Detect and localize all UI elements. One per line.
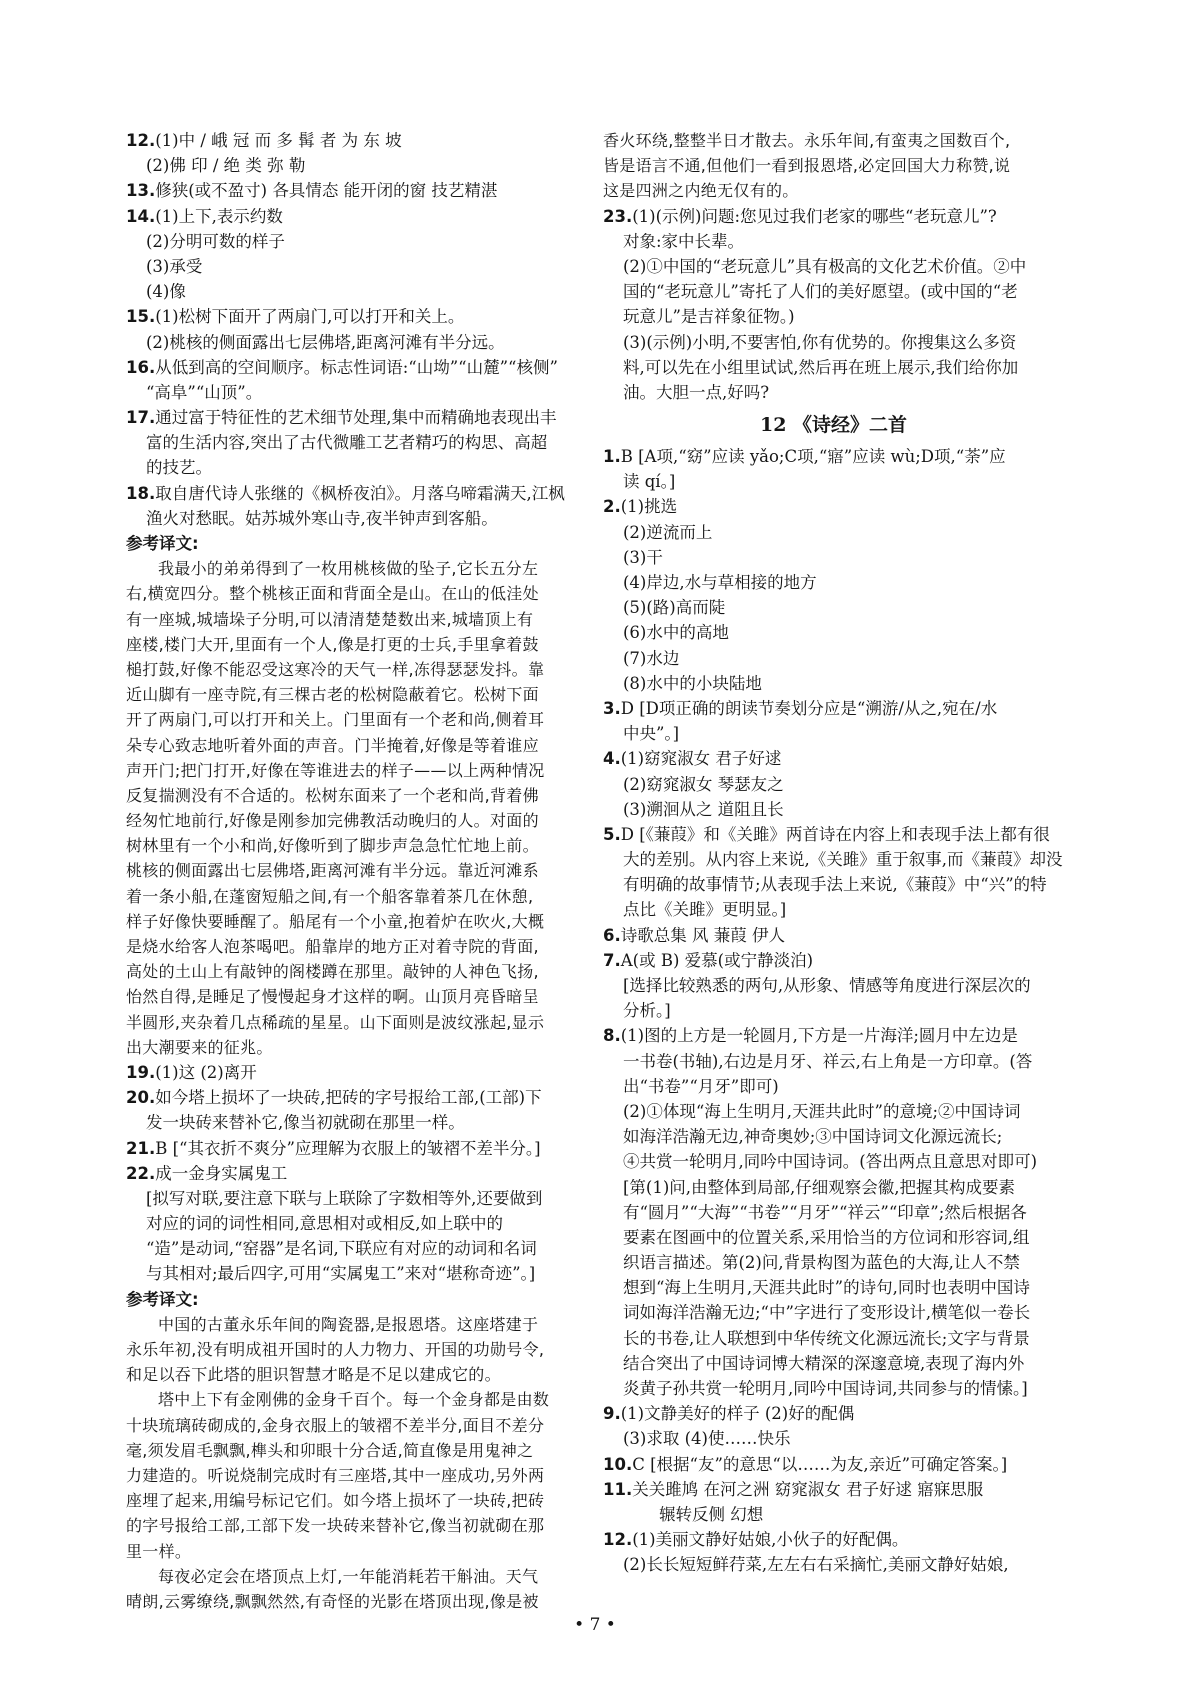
answer-item: [603, 444, 1064, 469]
answer-line: 出“书卷”“月牙”即可): [623, 1076, 779, 1096]
answer-line: (2)逆流而上: [623, 522, 713, 542]
answer-line: 分析。]: [623, 1001, 671, 1021]
answer-line: 炎黄子孙共赏一轮明月,同吟中国诗词,共同参与的情愫。]: [623, 1379, 1028, 1398]
translation-line: 皆是语言不通,但他们一看到报恩塔,必定回国大力称赞,说: [603, 156, 1011, 176]
answer-line: 玩意儿”是吉祥象征物。): [623, 307, 795, 327]
translation-line: 右,横宽四分。整个桃核正面和背面全是山。在山的低洼处: [126, 584, 539, 604]
answer-line: 词如海洋浩瀚无边;“中”字进行了变形设计,横笔似一卷长: [623, 1303, 1031, 1323]
item-number: 5.: [603, 824, 621, 844]
answer-item: [603, 494, 1064, 519]
answer-item: [126, 1161, 588, 1186]
translation-paragraph: 中国的古董永乐年间的陶瓷器,是报恩塔。这座塔建于: [158, 1314, 539, 1334]
answer-line: 要素在图画中的位置关系,采用恰当的方位词和形容词,组: [623, 1227, 1030, 1247]
answer-item: [603, 746, 1064, 771]
item-text: 从低到高的空间顺序。标志性词语:“山坳”“山麓”“核侧”: [155, 357, 558, 377]
translation-paragraph: 我最小的弟弟得到了一枚用桃核做的坠子,它长五分左: [158, 559, 539, 579]
translation-line: 是烧水给客人泡茶喝吧。船靠岸的地方正对着寺院的背面,: [126, 937, 539, 956]
answer-line: 如海洋浩瀚无边,神奇奥妙;③中国诗词文化源远流长;: [623, 1127, 1003, 1147]
item-text: B [A项,“窈”应读 yǎo;C项,“寤”应读 wù;D项,“荼”应: [620, 447, 1006, 467]
item-text: (1)这 (2)离开: [155, 1062, 257, 1082]
answer-line: (5)(路)高而陡: [623, 598, 726, 618]
translation-line: 和足以吞下此塔的胆识智慧才略是不足以建成它的。: [126, 1365, 501, 1385]
answer-item: [126, 304, 588, 329]
answer-line: (8)水中的小块陆地: [623, 673, 762, 693]
answer-line: 有“圆月”“大海”“书卷”“月牙”“祥云”“印章”;然后根据各: [623, 1202, 1027, 1222]
answer-line: (7)水边: [623, 648, 680, 668]
item-text: (1)(示例)问题:您见过我们老家的哪些“老玩意儿”?: [632, 206, 997, 226]
translation-line: 的字号报给工部,工部下发一块砖来替补它,像当初就砌在那: [126, 1516, 545, 1536]
item-text: A(或 B) 爱慕(或宁静淡泊): [620, 950, 814, 970]
item-text: 通过富于特征性的艺术细节处理,集中而精确地表现出丰: [155, 408, 557, 428]
answer-line: 对应的词的词性相同,意思相对或相反,如上联中的: [146, 1214, 503, 1234]
item-number: 11.: [603, 1479, 633, 1499]
item-text: (1)图的上方是一轮圆月,下方是一片海洋;圆月中左边是: [620, 1026, 1018, 1046]
answer-line: 长的书卷,让人联想到中华传统文化源远流长;文字与背景: [623, 1328, 1030, 1348]
item-number: 15.: [126, 307, 156, 327]
answer-item: [126, 1136, 588, 1161]
right-column: [603, 128, 1064, 1578]
answer-line: (4)像: [146, 282, 186, 302]
answer-line: 的技艺。: [146, 458, 212, 478]
translation-line: 经匆忙地前行,好像是刚参加完佛教活动晚归的人。对面的: [126, 811, 539, 831]
answer-line: 与其相对;最后四字,可用“实属鬼工”来对“堪称奇迹”。]: [146, 1264, 536, 1284]
answer-line: (3)(示例)小明,不要害怕,你有优势的。你搜集这么多资: [623, 332, 1017, 352]
item-number: 8.: [603, 1026, 621, 1046]
answer-item: [603, 696, 1064, 721]
item-number: 14.: [126, 206, 156, 226]
answer-item: [126, 1085, 588, 1110]
translation-line: 怡然自得,是睡足了慢慢起身才这样的啊。山顶月亮昏暗呈: [126, 987, 539, 1007]
answer-line: (3)承受: [146, 256, 203, 276]
answer-item: [603, 923, 1064, 948]
left-column: [126, 128, 588, 1614]
item-number: 20.: [126, 1088, 156, 1108]
item-number: 2.: [603, 497, 621, 517]
answer-item: [126, 355, 588, 380]
translation-line: 近山脚有一座寺院,有三棵古老的松树隐蔽着它。松树下面: [126, 685, 539, 705]
answer-line: (4)岸边,水与草相接的地方: [623, 573, 817, 592]
answer-line: 辗转反侧 幻想: [659, 1504, 764, 1524]
translation-line: 声开门;把门打开,好像在等谁进去的样子——以上两种情况: [126, 760, 545, 780]
item-number: 1.: [603, 447, 621, 467]
item-text: 取自唐代诗人张继的《枫桥夜泊》。月落乌啼霜满天,江枫: [155, 483, 565, 503]
translation-line: 香火环绕,整整半日才散去。永乐年间,有蛮夷之国数百个,: [603, 131, 1011, 150]
answer-line: (3)溯洄从之 道阻且长: [623, 799, 784, 819]
answer-item: [603, 1023, 1064, 1048]
answer-line: (2)佛 印 / 绝 类 弥 勒: [146, 156, 306, 176]
translation-line: 这是四洲之内绝无仅有的。: [603, 181, 799, 201]
answer-line: (2)长长短短鲜荇菜,左左右右采摘忙,美丽文静好姑娘,: [623, 1555, 1009, 1575]
answer-item: [126, 1060, 588, 1085]
answer-line: 一书卷(书轴),右边是月牙、祥云,右上角是一方印章。(答: [623, 1051, 1033, 1071]
lesson-title: 12 《诗经》二首: [759, 414, 908, 437]
item-number: 7.: [603, 950, 621, 970]
answer-item: [126, 128, 588, 153]
item-text: 诗歌总集 风 蒹葭 伊人: [620, 925, 785, 945]
translation-line: 座埋了起来,用编号标记它们。如今塔上损坏了一块砖,把砖: [126, 1491, 545, 1511]
translation-line: 样子好像快要睡醒了。船尾有一个小童,抱着炉在吹火,大概: [126, 911, 545, 931]
answer-line: (2)窈窕淑女 琴瑟友之: [623, 774, 784, 794]
translation-line: 开了两扇门,可以打开和关上。门里面有一个老和尚,侧着耳: [126, 710, 545, 730]
answer-item: [126, 481, 588, 506]
answer-item: [603, 948, 1064, 973]
item-number: 12.: [126, 131, 156, 150]
item-text: D [《蒹葭》和《关雎》两首诗在内容上和表现手法上都有很: [620, 824, 1050, 844]
answer-line: 中央”。]: [623, 724, 680, 744]
item-text: 成一金身实属鬼工: [155, 1163, 288, 1183]
item-number: 21.: [126, 1138, 156, 1158]
item-number: 6.: [603, 925, 621, 945]
answer-line: ④共赏一轮明月,同吟中国诗词。(答出两点且意思对即可): [623, 1152, 1038, 1172]
answer-line: 发一块砖来替补它,像当初就砌在那里一样。: [146, 1113, 465, 1133]
answer-item: [126, 178, 588, 203]
section-heading: 参考译文:: [126, 1289, 199, 1309]
translation-line: 有一座城,城墙垛子分明,可以清清楚楚数出来,城墙顶上有: [126, 609, 534, 629]
page-number: • 7 •: [574, 1615, 616, 1635]
answer-line: [选择比较熟悉的两句,从形象、情感等角度进行深层次的: [623, 976, 1031, 995]
translation-line: 永乐年初,没有明成祖开国时的人力物力、开国的功勋号令,: [126, 1340, 545, 1359]
item-text: (1)挑选: [620, 497, 678, 517]
item-number: 10.: [603, 1454, 633, 1474]
item-text: B [“其衣折不爽分”应理解为衣服上的皱褶不差半分。]: [155, 1138, 541, 1158]
item-number: 17.: [126, 408, 156, 428]
answer-line: (6)水中的高地: [623, 623, 729, 643]
item-text: 如今塔上损坏了一块砖,把砖的字号报给工部,(工部)下: [155, 1088, 542, 1108]
item-text: (1)窈窕淑女 君子好逑: [620, 749, 782, 769]
answer-line: “高阜”“山顶”。: [146, 382, 263, 402]
item-number: 9.: [603, 1404, 621, 1424]
item-number: 16.: [126, 357, 156, 377]
item-text: C [根据“友”的意思“以……为友,亲近”可确定答案。]: [632, 1454, 1008, 1474]
translation-line: 毫,须发眉毛飘飘,榫头和卯眼十分合适,简直像是用鬼神之: [126, 1440, 534, 1460]
answer-line: (3)求取 (4)使……快乐: [623, 1429, 791, 1449]
answer-line: 国的“老玩意儿”寄托了人们的美好愿望。(或中国的“老: [623, 282, 1018, 302]
answer-line: “造”是动词,“窑器”是名词,下联应有对应的动词和名词: [146, 1239, 537, 1259]
item-text: (1)松树下面开了两扇门,可以打开和关上。: [155, 307, 465, 327]
translation-line: 着一条小船,在蓬窗短船之间,有一个船客靠着茶几在休憩,: [126, 886, 534, 906]
translation-line: 力建造的。听说烧制完成时有三座塔,其中一座成功,另外两: [126, 1465, 545, 1485]
translation-line: 树林里有一个小和尚,好像听到了脚步声急急忙忙地上前。: [126, 836, 539, 856]
answer-line: (2)分明可数的样子: [146, 231, 285, 251]
translation-paragraph: 塔中上下有金刚佛的金身千百个。每一个金身都是由数: [158, 1390, 550, 1410]
answer-line: 有明确的故事情节;从表现手法上来说,《蒹葭》中“兴”的特: [623, 875, 1047, 895]
translation-line: 高处的土山上有敲钟的阁楼蹲在那里。敲钟的人神色飞扬,: [126, 962, 539, 982]
item-text: (1)美丽文静好姑娘,小伙子的好配偶。: [632, 1530, 909, 1550]
answer-line: 渔火对愁眠。姑苏城外寒山寺,夜半钟声到客船。: [146, 508, 498, 528]
translation-line: 朵专心致志地听着外面的声音。门半掩着,好像是等着谁应: [126, 735, 539, 755]
answer-line: 大的差别。从内容上来说,《关雎》重于叙事,而《蒹葭》却没: [623, 850, 1063, 870]
item-text: 修狭(或不盈寸) 各具情态 能开闭的窗 技艺精湛: [155, 181, 498, 201]
item-text: (1)中 / 峨 冠 而 多 髯 者 为 东 坡: [155, 131, 402, 150]
answer-item: [126, 204, 588, 229]
answer-item: [603, 822, 1064, 847]
answer-line: [拟写对联,要注意下联与上联除了字数相等外,还要做到: [146, 1188, 543, 1208]
answer-line: 结合突出了中国诗词博大精深的深邃意境,表现了海内外: [623, 1353, 1025, 1373]
answer-line: 点比《关雎》更明显。]: [623, 900, 787, 920]
answer-line: 想到“海上生明月,天涯共此时”的诗句,同时也表明中国诗: [623, 1278, 1030, 1298]
answer-line: (3)干: [623, 547, 663, 567]
translation-line: 半圆形,夹杂着几点稀疏的星星。山下面则是波纹涨起,显示: [126, 1012, 545, 1032]
translation-line: 出大潮要来的征兆。: [126, 1037, 273, 1057]
item-number: 13.: [126, 181, 156, 201]
translation-line: 晴朗,云雾缭绕,飘飘然然,有奇怪的光影在塔顶出现,像是被: [126, 1591, 539, 1611]
answer-item: [603, 1452, 1064, 1477]
answer-line: 富的生活内容,突出了古代微雕工艺者精巧的构思、高超: [146, 433, 548, 453]
answer-line: 料,可以先在小组里试试,然后再在班上展示,我们给你加: [623, 357, 1019, 377]
answer-item: [603, 1401, 1064, 1426]
translation-line: 桃核的侧面露出七层佛塔,距离河滩有半分远。靠近河滩系: [126, 861, 539, 881]
answer-line: [第(1)问,由整体到局部,仔细观察会徽,把握其构成要素: [623, 1177, 1016, 1197]
answer-line: (2)①中国的“老玩意儿”具有极高的文化艺术价值。②中: [623, 256, 1027, 276]
answer-item: [603, 1527, 1064, 1552]
item-number: 23.: [603, 206, 633, 226]
translation-line: 座楼,楼门大开,里面有一个人,像是打更的士兵,手里拿着鼓: [126, 634, 539, 654]
answer-item: [603, 1477, 1064, 1502]
answer-line: (2)桃核的侧面露出七层佛塔,距离河滩有半分远。: [146, 332, 505, 352]
item-number: 19.: [126, 1062, 156, 1082]
translation-paragraph: 每夜必定会在塔顶点上灯,一年能消耗若干斛油。天气: [158, 1566, 539, 1586]
answer-line: 油。大胆一点,好吗?: [623, 382, 770, 402]
item-text: 关关雎鸠 在河之洲 窈窕淑女 君子好逑 寤寐思服: [632, 1479, 984, 1499]
answer-line: (2)①体现“海上生明月,天涯共此时”的意境;②中国诗词: [623, 1101, 1021, 1121]
answer-line: 织语言描述。第(2)问,背景构图为蓝色的大海,让人不禁: [623, 1253, 1020, 1273]
translation-line: 十块琉璃砖砌成的,金身衣服上的皱褶不差半分,面目不差分: [126, 1415, 545, 1435]
item-text: (1)上下,表示约数: [155, 206, 283, 226]
answer-line: 读 qí。]: [623, 472, 676, 492]
item-text: D [D项正确的朗读节奏划分应是“溯游/从之,宛在/水: [620, 698, 998, 718]
section-heading: 参考译文:: [126, 534, 199, 553]
item-number: 3.: [603, 698, 621, 718]
item-number: 4.: [603, 749, 621, 769]
item-number: 12.: [603, 1530, 633, 1550]
item-text: (1)文静美好的样子 (2)好的配偶: [620, 1404, 855, 1424]
answer-item: [603, 204, 1064, 229]
translation-line: 里一样。: [126, 1541, 192, 1561]
translation-line: 槌打鼓,好像不能忍受这寒冷的天气一样,冻得瑟瑟发抖。靠: [126, 659, 545, 679]
answer-item: [126, 405, 588, 430]
item-number: 18.: [126, 483, 156, 503]
answer-line: 对象:家中长辈。: [623, 231, 745, 251]
item-number: 22.: [126, 1163, 156, 1183]
translation-line: 反复揣测没有不合适的。松树东面来了一个老和尚,背着佛: [126, 785, 539, 805]
